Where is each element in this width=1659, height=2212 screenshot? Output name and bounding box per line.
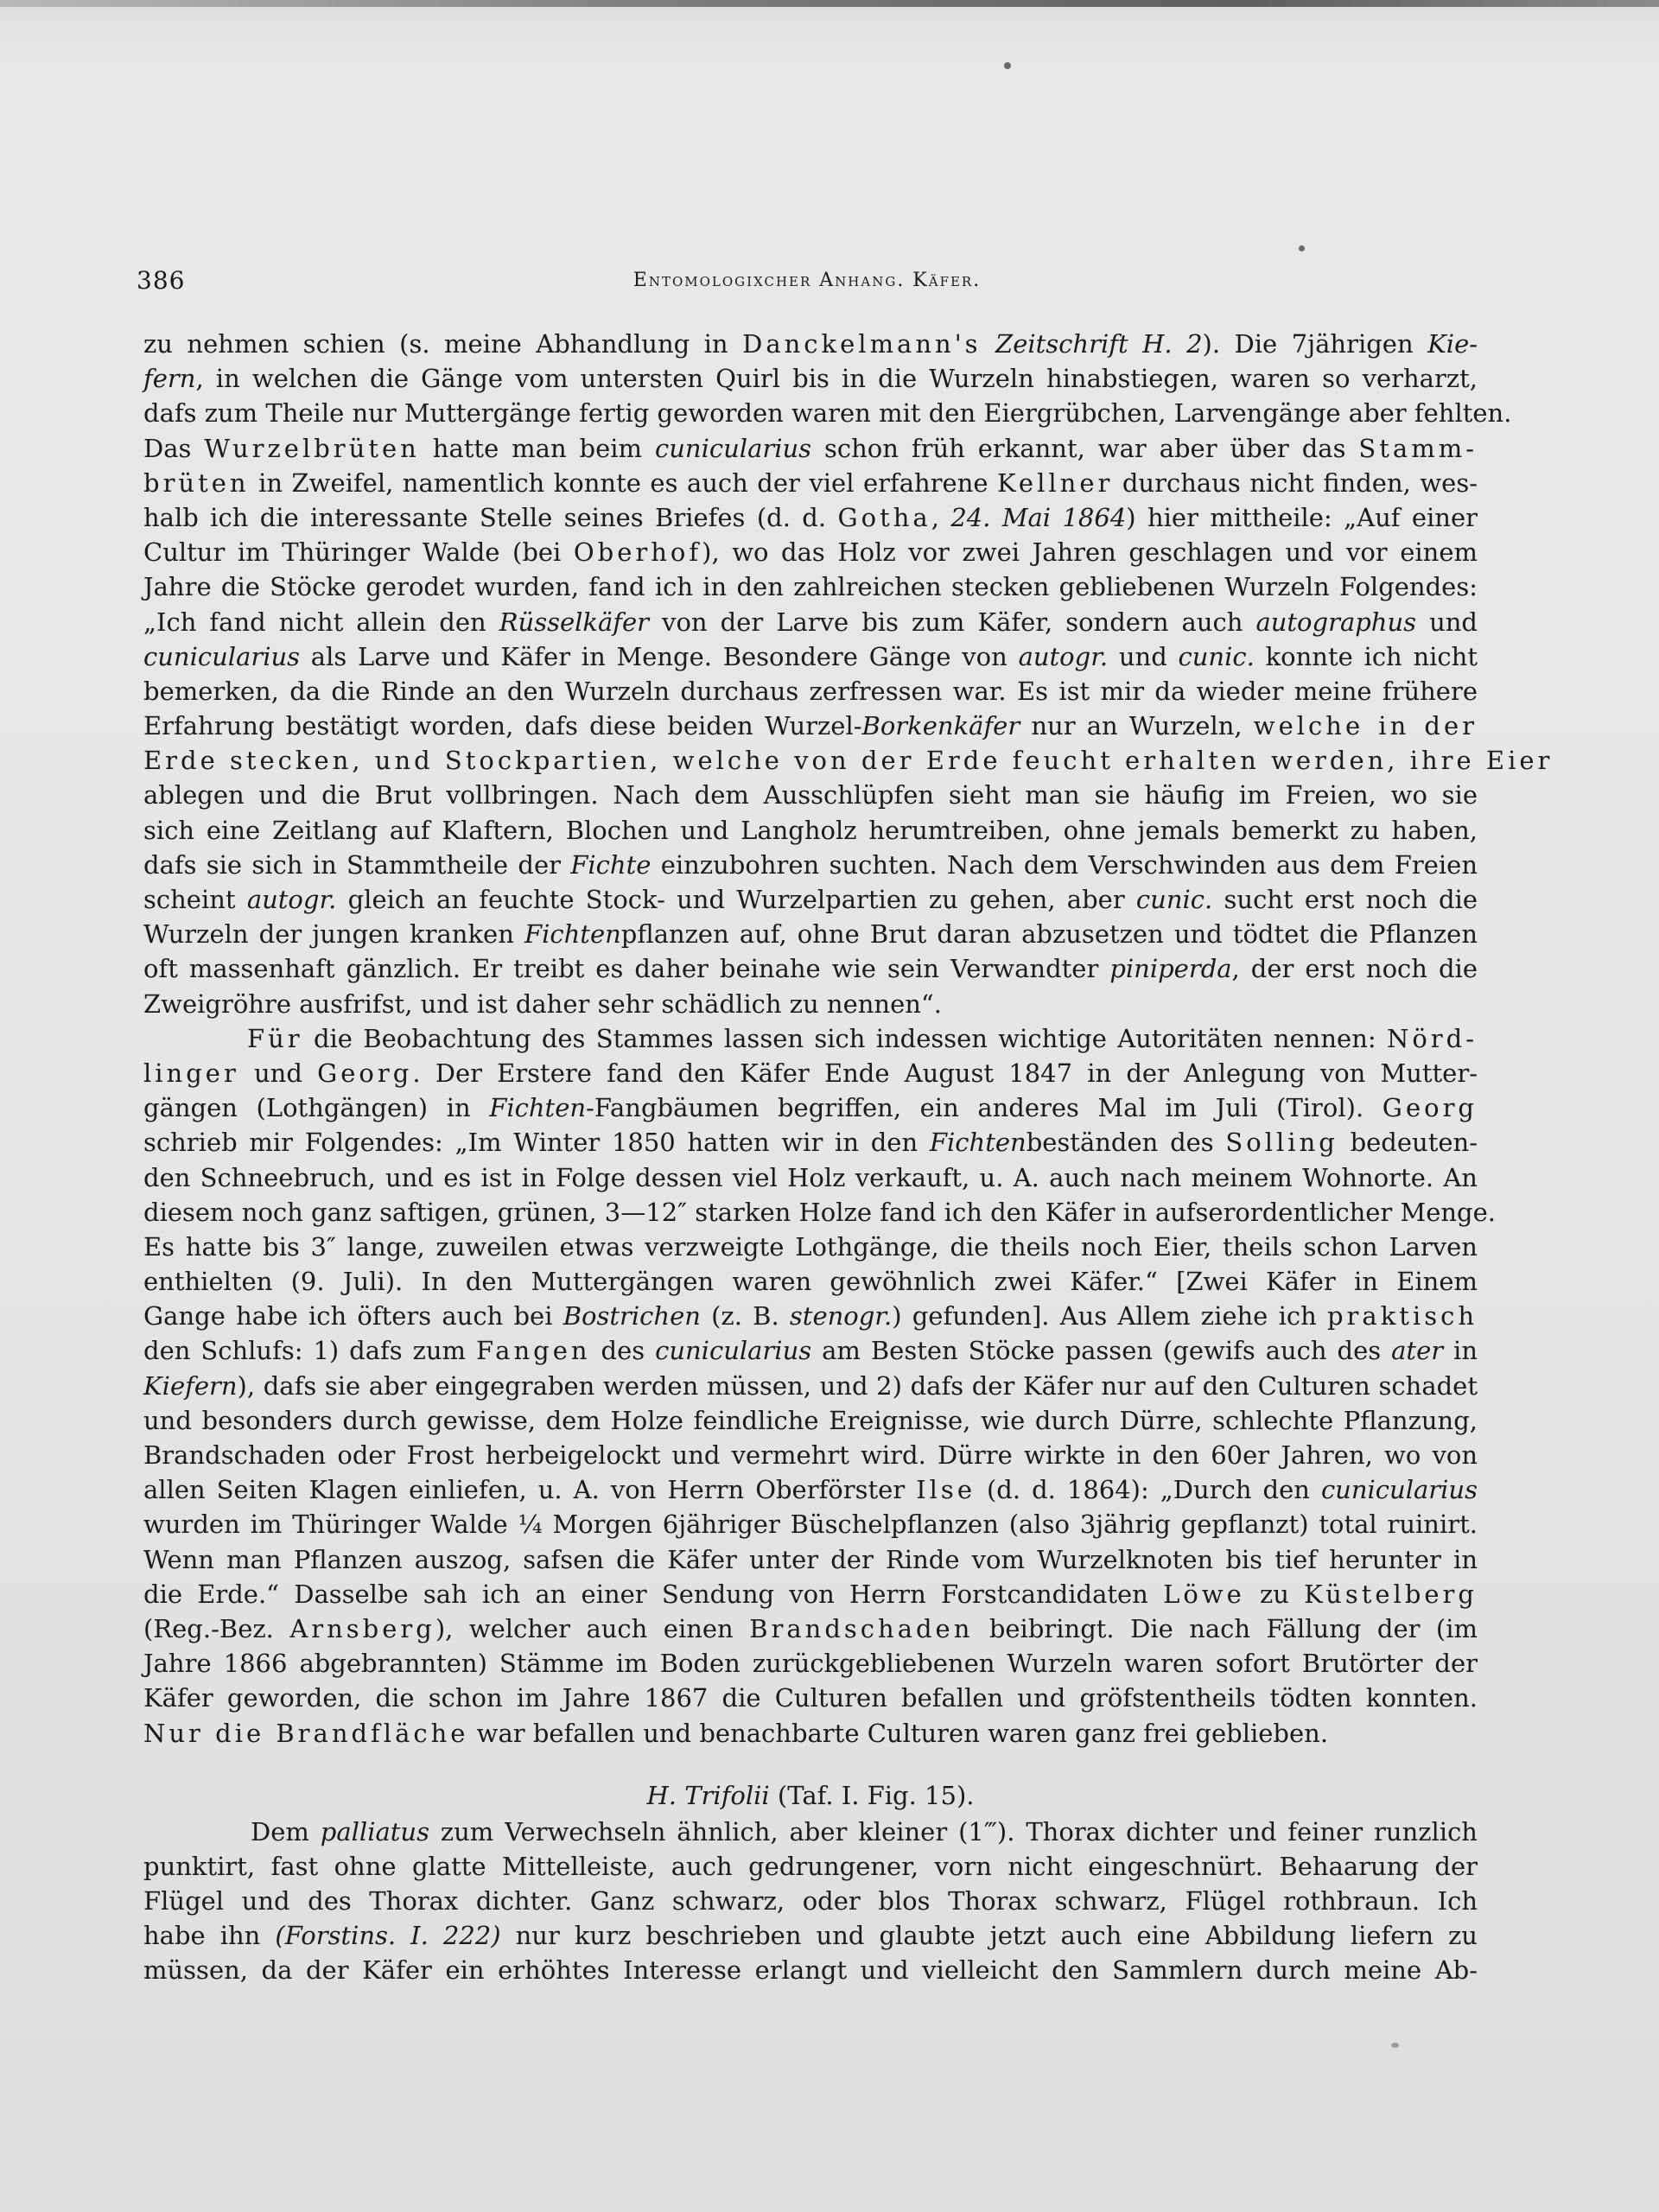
text-line: Cultur im Thüringer Walde (bei Oberhof), wo das Holz vor zwei Jahren geschlagen und vor einem xyxy=(143,537,1478,568)
text-line: diesem noch ganz saftigen, grünen, 3—12″ starken Holze fand ich den Käfer in aufserordentlicher Menge. xyxy=(143,1197,1496,1227)
text-line: dafs sie sich in Stammtheile der Fichte einzubohren suchten. Nach dem Verschwinden aus dem Freien xyxy=(143,849,1478,880)
running-head: Entomologixcher Anhang. Käfer. xyxy=(632,270,982,291)
text-line: Zweigröhre ausfrifst, und ist daher sehr schädlich zu nennen“. xyxy=(143,988,942,1019)
text-line: Wenn man Pflanzen auszog, safsen die Käfer unter der Rinde vom Wurzelknoten bis tief herunter in xyxy=(143,1544,1478,1574)
text-line: Erfahrung bestätigt worden, dafs diese beiden Wurzel-Borkenkäfer nur an Wurzeln, welche in der xyxy=(143,711,1478,741)
scan-speck xyxy=(1004,62,1011,69)
paragraph-2 xyxy=(143,1021,1496,1751)
paragraph-1 xyxy=(143,327,1554,1021)
text-line: die Erde.“ Dasselbe sah ich an einer Sendung von Herrn Forstcandidaten Löwe zu Küstelberg xyxy=(143,1579,1478,1609)
text-line: müssen, da der Käfer ein erhöhtes Interesse erlangt und vielleicht den Sammlern durch meine Ab- xyxy=(143,1955,1478,1986)
text-line: gängen (Lothgängen) in Fichten-Fangbäumen begriffen, ein anderes Mal im Juli (Tirol). Georg xyxy=(143,1093,1478,1123)
page-number: 386 xyxy=(137,266,186,295)
text-line: allen Seiten Klagen einliefen, u. A. von Herrn Oberförster Ilse (d. d. 1864): „Durch den cunicularius xyxy=(143,1475,1478,1505)
text-line: cunicularius als Larve und Käfer in Menge. Besondere Gänge von autogr. und cunic. konnte ich nicht xyxy=(143,641,1478,671)
section-h-trifolii xyxy=(143,1777,1478,1988)
text-line: Dem palliatus zum Verwechseln ähnlich, aber kleiner (1‴). Thorax dichter und feiner runzlich xyxy=(251,1816,1478,1847)
scan-speck xyxy=(1391,2043,1399,2048)
text-line: schrieb mir Folgendes: „Im Winter 1850 hatten wir in den Fichtenbeständen des Solling bedeuten- xyxy=(143,1128,1478,1158)
text-line: den Schneebruch, und es ist in Folge dessen viel Holz verkauft, u. A. auch nach meinem Wohnorte. An xyxy=(143,1162,1478,1192)
text-line: sich eine Zeitlang auf Klaftern, Blochen und Langholz herumtreiben, ohne jemals bemerkt zu haben, xyxy=(143,815,1478,845)
text-line: oft massenhaft gänzlich. Er treibt es daher beinahe wie sein Verwandter piniperda, der erst noch die xyxy=(143,954,1478,984)
text-line: Gange habe ich öfters auch bei Bostrichen (z. B. stenogr.) gefunden]. Aus Allem ziehe ich praktisch xyxy=(143,1301,1478,1332)
text-line: enthielten (9. Juli). In den Muttergängen waren gewöhnlich zwei Käfer.“ [Zwei Käfer in Einem xyxy=(143,1267,1478,1297)
text-line: Brandschaden oder Frost herbeigelockt und vermehrt wird. Dürre wirkte in den 60er Jahren, wo von xyxy=(143,1440,1478,1470)
text-line: Wurzeln der jungen kranken Fichtenpflanzen auf, ohne Brut daran abzusetzen und tödtet die Pflanzen xyxy=(143,919,1478,950)
text-line: den Schlufs: 1) dafs zum Fangen des cunicularius am Besten Stöcke passen (gewifs auch des ater in xyxy=(143,1336,1478,1366)
text-line: „Ich fand nicht allein den Rüsselkäfer von der Larve bis zum Käfer, sondern auch autographus und xyxy=(143,607,1478,637)
text-line: wurden im Thüringer Walde ¼ Morgen 6jähriger Büschelpflanzen (also 3jährig gepflanzt) total ruinirt. xyxy=(143,1510,1478,1540)
text-line: ablegen und die Brut vollbringen. Nach dem Ausschlüpfen sieht man sie häufig im Freien, wo sie xyxy=(143,780,1478,810)
text-line: Das Wurzelbrüten hatte man beim cunicularius schon früh erkannt, war aber über das Stamm- xyxy=(143,433,1478,463)
text-line: Käfer geworden, die schon im Jahre 1867 die Culturen befallen und gröfstentheils tödten konnten. xyxy=(143,1683,1478,1713)
scan-speck xyxy=(1299,245,1305,251)
text-line: linger und Georg. Der Erstere fand den Käfer Ende August 1847 in der Anlegung von Mutter- xyxy=(143,1058,1478,1088)
text-line: dafs zum Theile nur Muttergänge fertig geworden waren mit den Eiergrübchen, Larvengänge aber fehlten. xyxy=(143,398,1512,429)
text-line: brüten in Zweifel, namentlich konnte es auch der viel erfahrene Kellner durchaus nicht finden, wes- xyxy=(143,467,1478,498)
species-name: H. Trifolii xyxy=(646,1780,770,1810)
text-line: Kiefern), dafs sie aber eingegraben werden müssen, und 2) dafs der Käfer nur auf den Culturen schadet xyxy=(143,1370,1478,1401)
text-line: Nur die Brandfläche war befallen und benachbarte Culturen waren ganz frei geblieben. xyxy=(143,1718,1329,1748)
text-line: zu nehmen schien (s. meine Abhandlung in Danckelmann's Zeitschrift H. 2). Die 7jährigen Kie- xyxy=(143,329,1478,359)
page-header xyxy=(137,266,1478,301)
page-body xyxy=(143,327,1554,1988)
text-line: halb ich die interessante Stelle seines Briefes (d. d. Gotha, 24. Mai 1864) hier mittheile: „Auf einer xyxy=(143,502,1478,532)
figure-reference: (Taf. I. Fig. 15). xyxy=(769,1780,975,1810)
text-line: scheint autogr. gleich an feuchte Stock- und Wurzelpartien zu gehen, aber cunic. sucht erst noch die xyxy=(143,885,1478,914)
text-line: Jahre 1866 abgebrannten) Stämme im Boden zurückgebliebenen Wurzeln waren sofort Brutörter der xyxy=(143,1649,1478,1679)
text-line: Jahre die Stöcke gerodet wurden, fand ich in den zahlreichen stecken gebliebenen Wurzeln Folgendes: xyxy=(143,572,1478,602)
text-line: Flügel und des Thorax dichter. Ganz schwarz, oder blos Thorax schwarz, Flügel rothbraun. Ich xyxy=(143,1886,1478,1916)
section-heading xyxy=(143,1777,1478,1815)
text-line: punktirt, fast ohne glatte Mittelleiste, auch gedrungener, vorn nicht eingeschnürt. Behaarung der xyxy=(143,1851,1478,1881)
text-line: bemerken, da die Rinde an den Wurzeln durchaus zerfressen war. Es ist mir da wieder meine frühere xyxy=(143,676,1478,706)
text-line: Erde stecken, und Stockpartien, welche von der Erde feucht erhalten werden, ihre Eier xyxy=(143,746,1554,776)
text-line: fern, in welchen die Gänge vom untersten Quirl bis in die Wurzeln hinabstiegen, waren so verharzt, xyxy=(143,364,1478,394)
page-top-edge xyxy=(0,0,1659,7)
text-line: habe ihn (Forstins. I. 222) nur kurz beschrieben und glaubte jetzt auch eine Abbildung liefern zu xyxy=(143,1921,1478,1951)
text-line: und besonders durch gewisse, dem Holze feindliche Ereignisse, wie durch Dürre, schlechte Pflanzung, xyxy=(143,1405,1478,1435)
text-line: (Reg.-Bez. Arnsberg), welcher auch einen Brandschaden beibringt. Die nach Fällung der (im xyxy=(143,1613,1478,1643)
text-line: Es hatte bis 3″ lange, zuweilen etwas verzweigte Lothgänge, die theils noch Eier, theils schon Larven xyxy=(143,1231,1478,1262)
section-gap xyxy=(143,1751,1478,1777)
text-line: Für die Beobachtung des Stammes lassen sich indessen wichtige Autoritäten nennen: Nörd- xyxy=(247,1023,1478,1053)
